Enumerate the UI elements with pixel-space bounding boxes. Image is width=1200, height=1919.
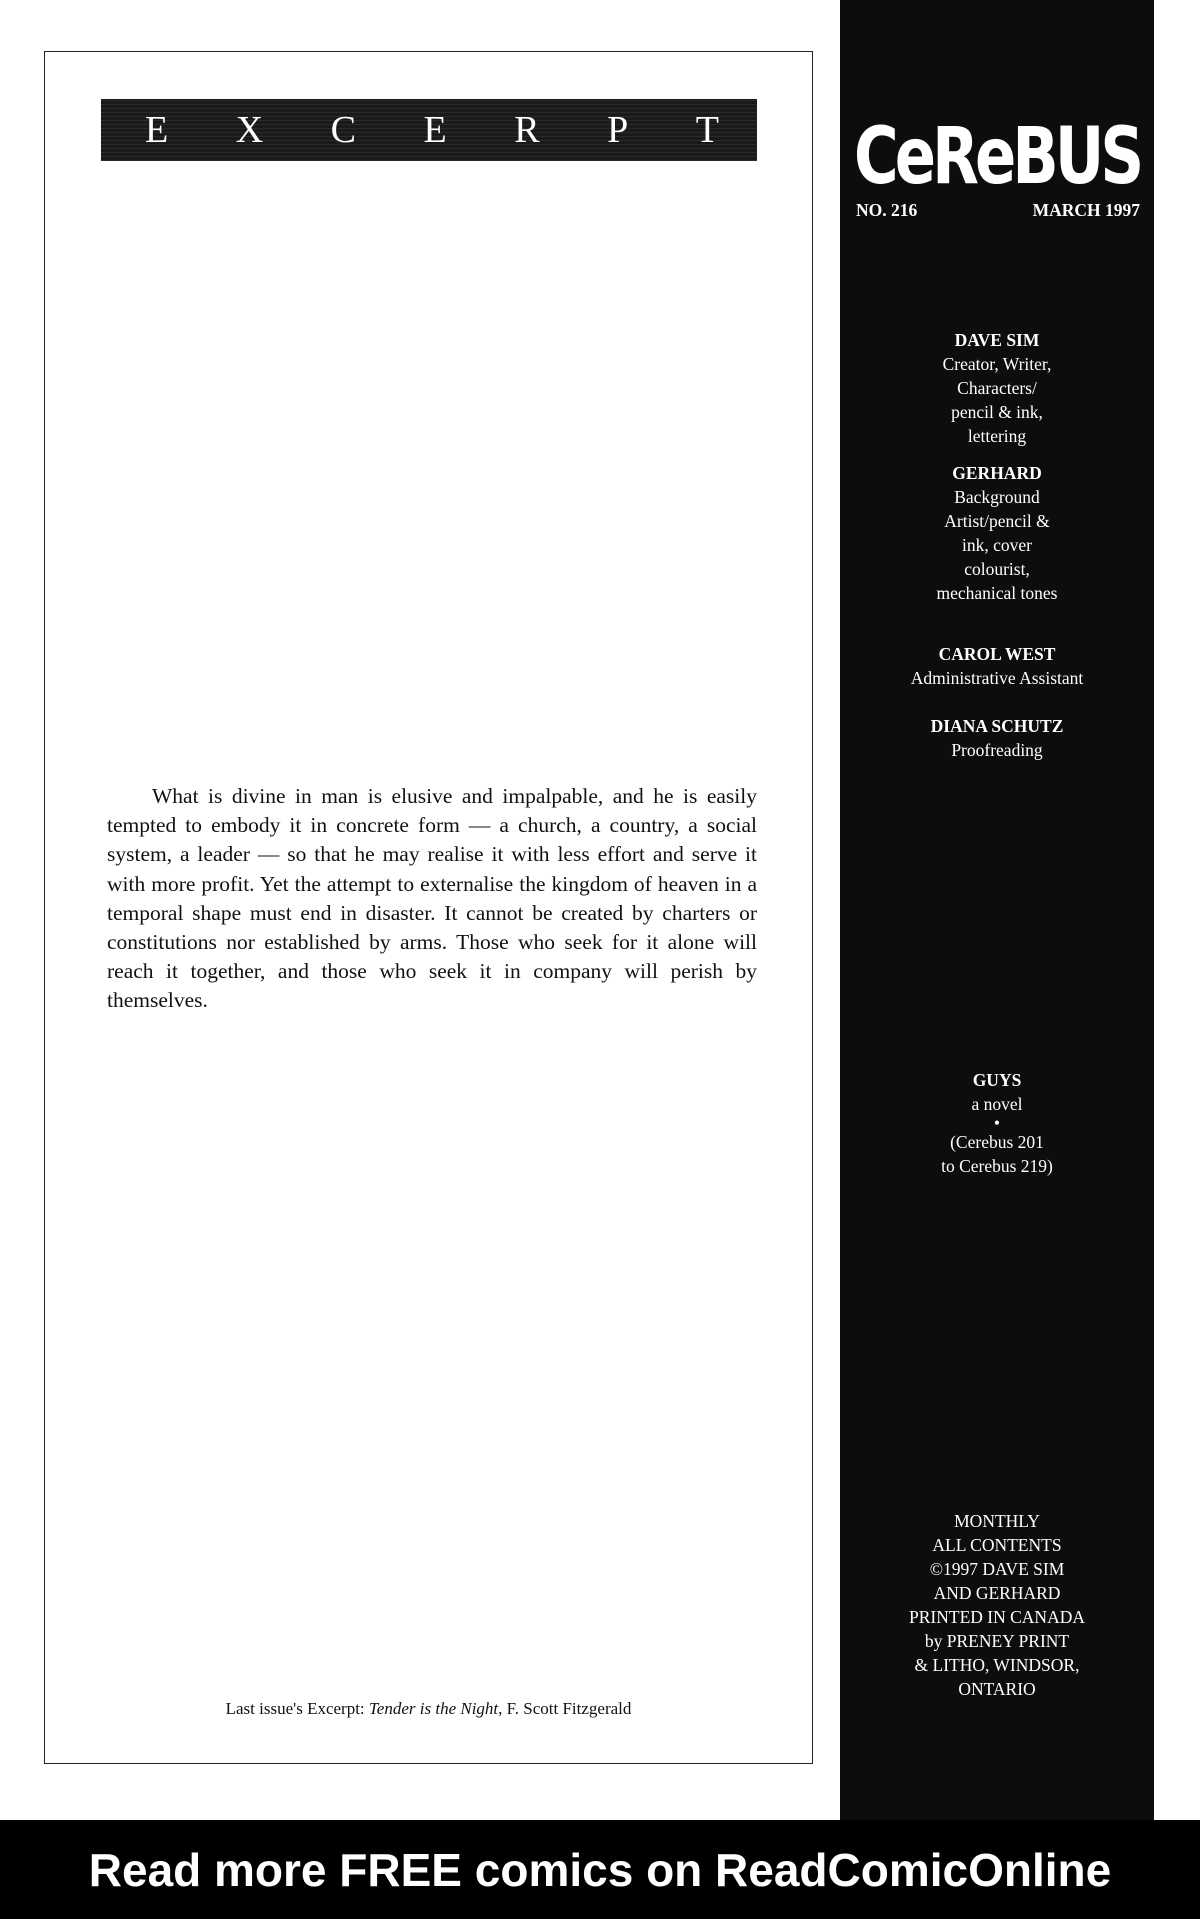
notice-line: AND GERHARD	[933, 1583, 1061, 1603]
excerpt-frame	[44, 51, 813, 1764]
credit-name: DAVE SIM	[954, 330, 1040, 350]
notice-line: ©1997 DAVE SIM	[929, 1559, 1065, 1579]
credit-role-line: ink, cover	[962, 535, 1032, 555]
notice-line: MONTHLY	[954, 1511, 1040, 1531]
credit-role-line: Characters/	[957, 378, 1037, 398]
banner-letter: C	[330, 109, 357, 151]
issue-date: MARCH 1997	[1032, 200, 1140, 220]
credit-role-line: Artist/pencil &	[944, 511, 1050, 531]
credit-role-line: Administrative Assistant	[910, 668, 1084, 688]
notice-line: ONTARIO	[958, 1679, 1036, 1699]
issue-info	[856, 200, 1140, 221]
credit-role-line: Background	[954, 487, 1040, 507]
banner-letter: E	[145, 109, 169, 151]
credit-role-line: lettering	[967, 426, 1027, 446]
banner-letter: T	[695, 109, 719, 151]
last-issue-author: , F. Scott Fitzgerald	[498, 1699, 632, 1718]
credit-role-line: colourist,	[964, 559, 1030, 579]
credit-name: CAROL WEST	[938, 644, 1056, 664]
notice-line: by PRENEY PRINT	[924, 1631, 1070, 1651]
credit-name: GERHARD	[952, 463, 1042, 483]
notice-line: & LITHO, WINDSOR,	[914, 1655, 1080, 1675]
notice-line: PRINTED IN CANADA	[909, 1607, 1085, 1627]
last-issue-credit	[45, 1699, 812, 1719]
last-issue-title: Tender is the Night	[368, 1699, 499, 1718]
excerpt-banner	[101, 99, 757, 161]
promo-banner[interactable]	[0, 1820, 1200, 1919]
story-range-line: (Cerebus 201	[950, 1132, 1044, 1152]
banner-letter: R	[514, 109, 540, 151]
story-bullet: •	[993, 1113, 1001, 1133]
credit-gerhard	[840, 461, 1154, 605]
credit-carol-west	[840, 642, 1154, 690]
cerebus-logo: CeReBUS	[854, 112, 1141, 202]
story-subtitle: a novel	[971, 1094, 1023, 1114]
credit-role-line: Proofreading	[951, 740, 1043, 760]
story-title: GUYS	[972, 1070, 1022, 1090]
notice-line: ALL CONTENTS	[932, 1535, 1062, 1555]
banner-letter: E	[423, 109, 447, 151]
masthead-sidebar	[840, 0, 1154, 1820]
banner-letter: X	[235, 109, 264, 151]
credit-dave-sim	[840, 328, 1154, 448]
publishing-notice	[840, 1509, 1154, 1701]
credit-diana-schutz	[840, 714, 1154, 762]
promo-text[interactable]: Read more FREE comics on ReadComicOnline	[88, 1843, 1112, 1896]
issue-number: NO. 216	[856, 200, 918, 220]
credit-role-line: pencil & ink,	[951, 402, 1043, 422]
last-issue-prefix: Last issue's Excerpt:	[225, 1699, 369, 1718]
banner-letter: P	[607, 109, 629, 151]
credit-name: DIANA SCHUTZ	[930, 716, 1064, 736]
credit-role-line: mechanical tones	[936, 583, 1058, 603]
story-range-line: to Cerebus 219)	[941, 1156, 1053, 1176]
story-info	[840, 1068, 1154, 1178]
excerpt-quote: What is divine in man is elusive and impalpable, and he is easily tempted to embody it in concrete form — a church, a country, a social system, a leader — so that he may realise it with less effort and serve it with more profit. Yet the attempt to externalise the kingdom of heaven in a temporal shape must end in disaster. It cannot be created by charters or constitutions nor established by arms. Those who seek for it alone will reach it together, and those who seek it in company will perish by themselves.	[107, 784, 757, 1013]
credit-role-line: Creator, Writer,	[942, 354, 1052, 374]
